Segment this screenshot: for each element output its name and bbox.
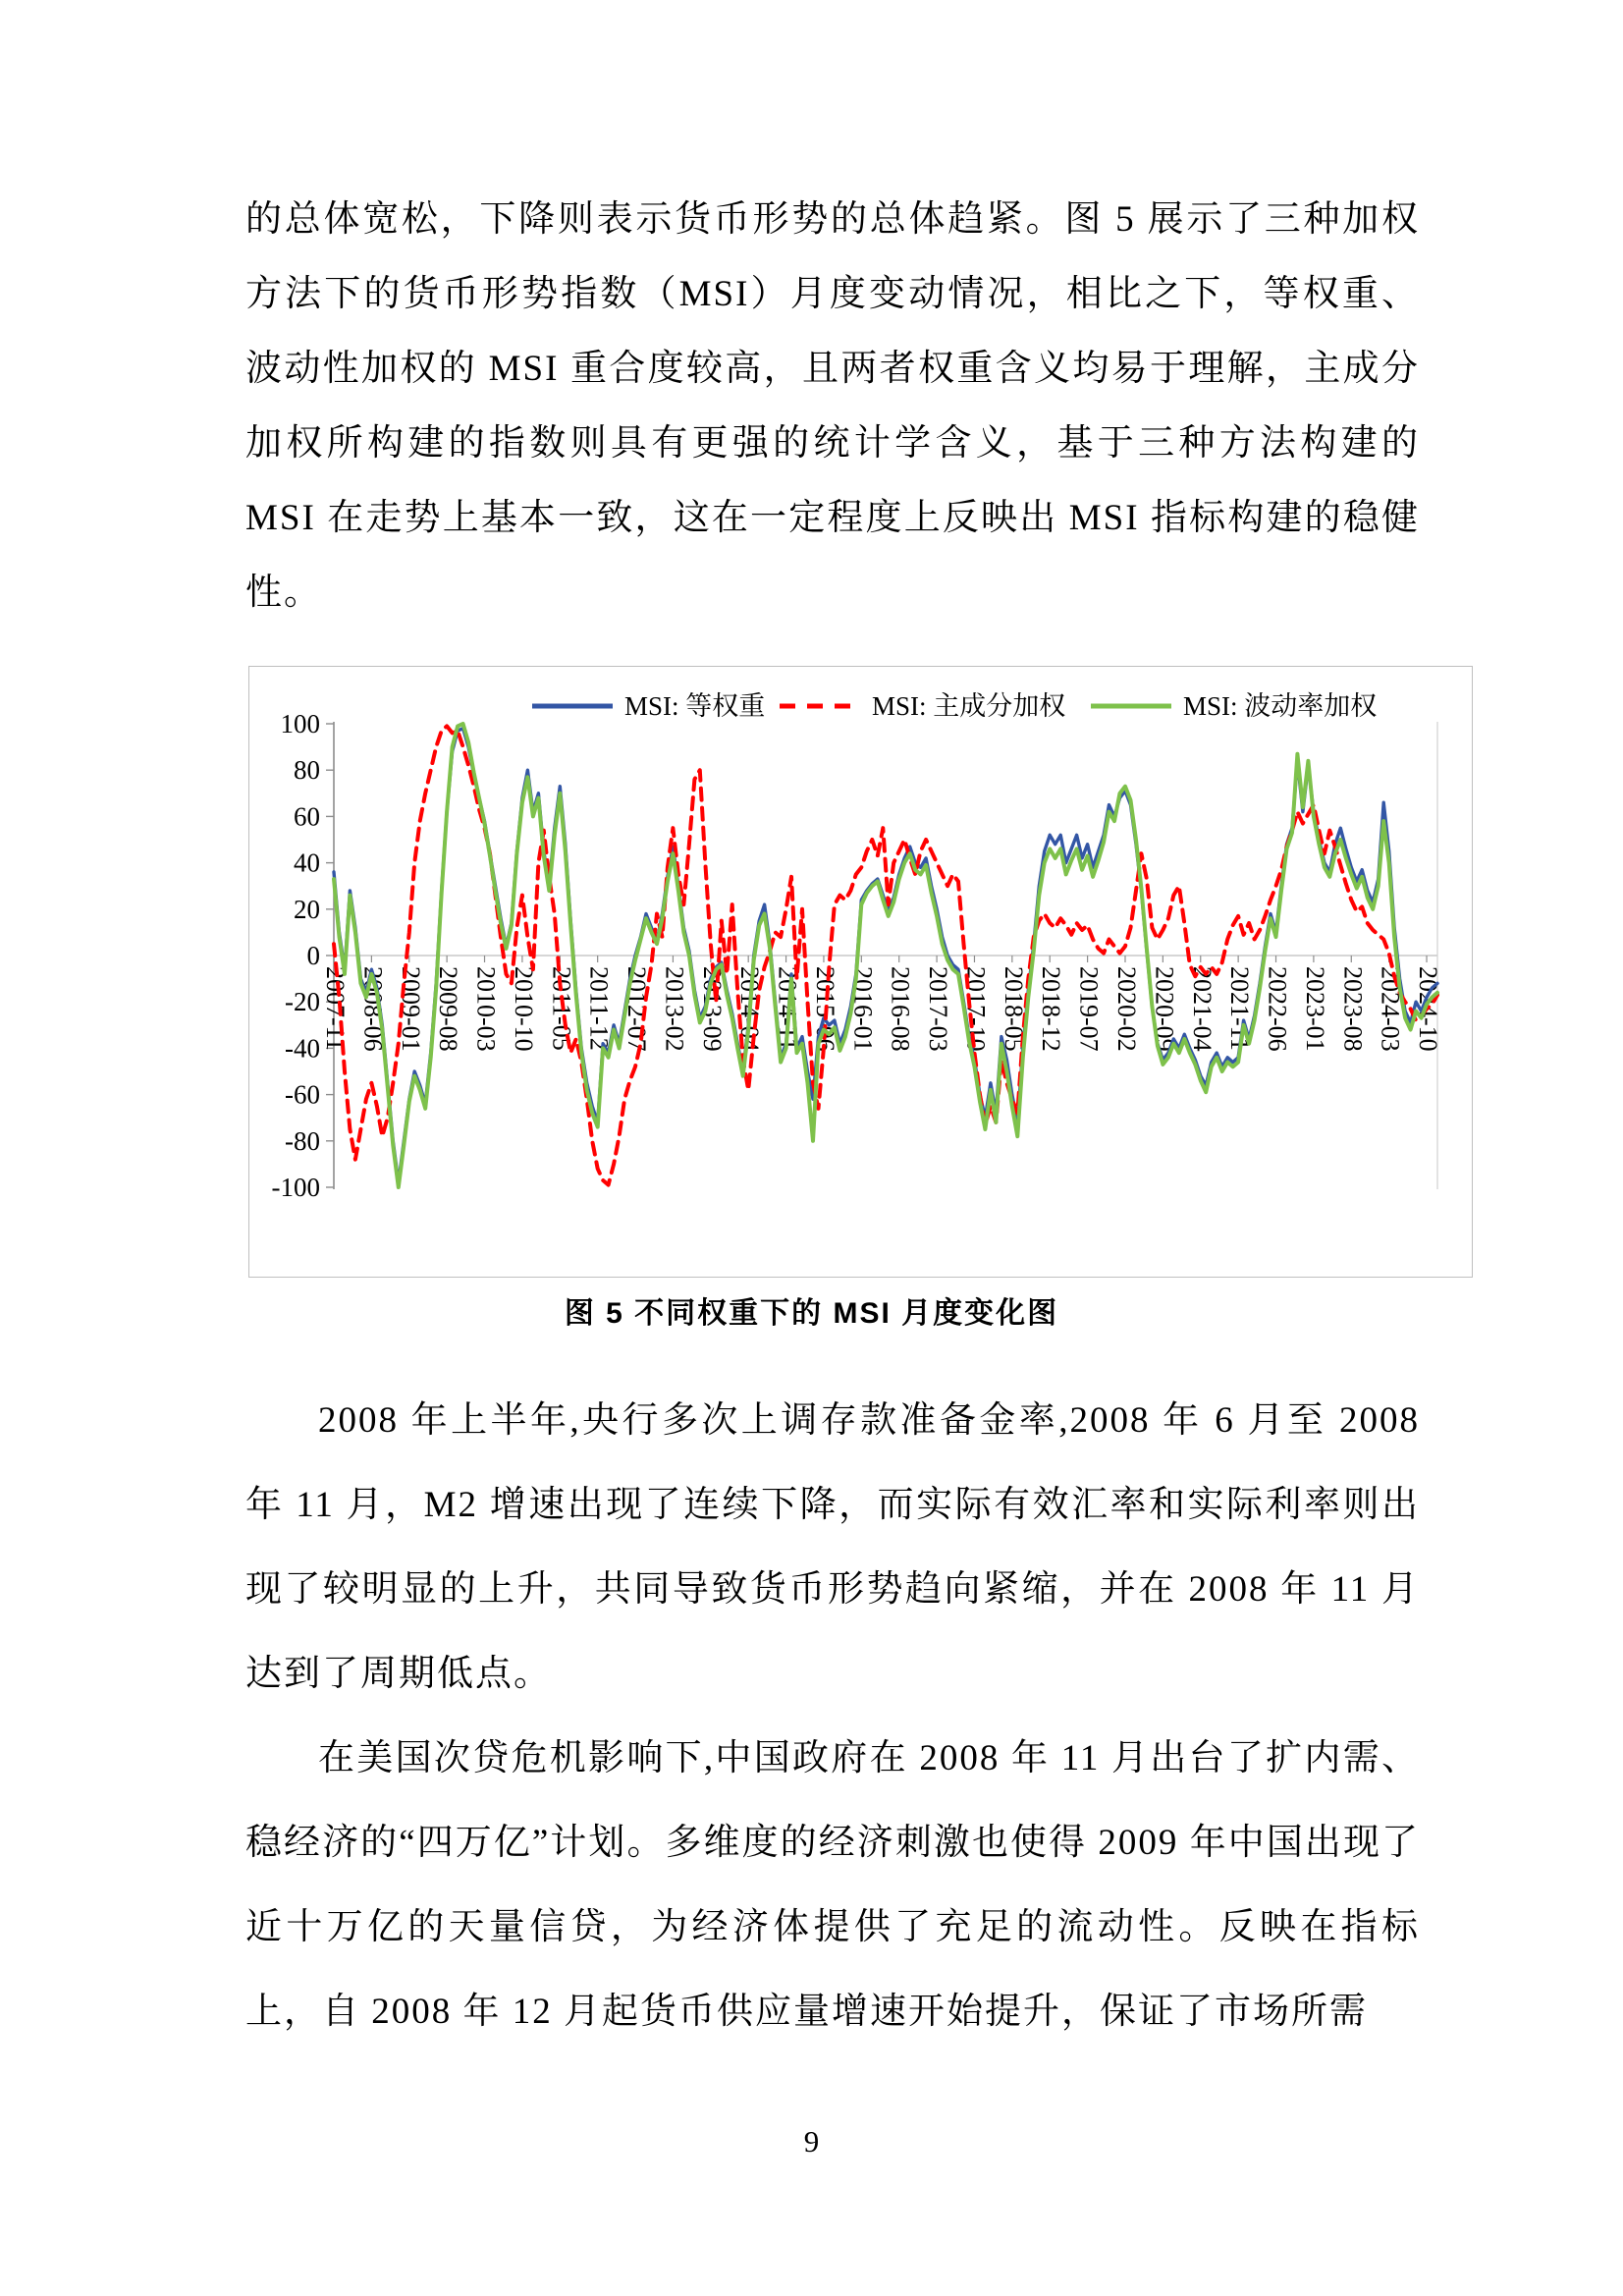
x-tick-label: 2016-08 <box>886 966 915 1052</box>
x-tick-label: 2014-11 <box>773 966 802 1051</box>
body-text-block <box>245 1379 1420 2054</box>
msi-chart-figure <box>248 666 1473 1278</box>
x-tick-label: 2008-06 <box>358 966 388 1052</box>
x-tick-label: 2009-08 <box>434 966 463 1052</box>
x-tick-label: 2013-09 <box>697 966 727 1052</box>
x-tick-label: 2007-11 <box>321 966 350 1051</box>
figure-caption: 图 5 不同权重下的 MSI 月度变化图 <box>564 1297 1059 1330</box>
y-tick-label: 20 <box>294 894 320 924</box>
x-tick-label: 2020-02 <box>1112 966 1141 1052</box>
x-tick-label: 2012-07 <box>622 966 651 1052</box>
x-tick-label: 2024-10 <box>1414 966 1442 1052</box>
x-tick-label: 2014-04 <box>735 966 765 1052</box>
y-tick-label: 40 <box>294 847 320 878</box>
x-tick-label: 2018-05 <box>999 966 1028 1052</box>
x-tick-label: 2019-07 <box>1074 966 1104 1052</box>
x-tick-label: 2018-12 <box>1037 966 1066 1052</box>
x-tick-label: 2020-09 <box>1150 966 1179 1052</box>
x-tick-label: 2017-10 <box>961 966 991 1052</box>
legend-label: MSI: 主成分加权 <box>872 691 1066 721</box>
x-tick-label: 2023-01 <box>1300 966 1329 1052</box>
legend-item-2 <box>1091 691 1377 721</box>
legend-label: MSI: 等权重 <box>624 691 766 721</box>
x-tick-label: 2023-08 <box>1338 966 1368 1052</box>
paragraph-msi-weighting: 的总体宽松，下降则表示货币形势的总体趋紧。图 5 展示了三种加权方法下的货币形势指数（MSI）月度变动情况，相比之下，等权重、波动性加权的 MSI 重合度较高，且两者权重含义均易于理解，主成分加权所构建的指数则具有更强的统计学含义，基于三种方法构建的 MSI 在走势上基本一致，这在一定程度上反映出 MSI 指标构建的稳健性。 <box>245 199 1420 613</box>
x-tick-label: 2016-01 <box>848 966 878 1052</box>
x-tick-label: 2011-05 <box>547 966 576 1051</box>
y-tick-label: -100 <box>271 1173 320 1202</box>
y-tick-label: 100 <box>280 709 320 738</box>
paragraph-2008-tightening: 2008 年上半年,央行多次上调存款准备金率,2008 年 6 月至 2008 年 11 月，M2 增速出现了连续下降，而实际有效汇率和实际利率则出现了较明显的上升，共同导致货币形势趋向紧缩，并在 2008 年 11 月达到了周期低点。 <box>245 1400 1420 1694</box>
page-number: 9 <box>803 2124 820 2159</box>
x-tick-label: 2009-01 <box>396 966 425 1052</box>
x-tick-label: 2024-03 <box>1376 966 1405 1052</box>
msi-line-chart <box>249 667 1472 1277</box>
x-tick-label: 2015-06 <box>810 966 839 1052</box>
x-tick-label: 2021-11 <box>1225 966 1255 1051</box>
x-tick-label: 2022-06 <box>1263 966 1292 1052</box>
legend-item-0 <box>532 691 765 721</box>
legend-label: MSI: 波动率加权 <box>1183 691 1378 721</box>
y-tick-label: -60 <box>285 1079 320 1110</box>
y-tick-label: 0 <box>306 941 320 970</box>
legend-item-1 <box>780 691 1065 721</box>
paragraph-stimulus-plan: 在美国次贷危机影响下,中国政府在 2008 年 11 月出台了扩内需、稳经济的“四万亿”计划。多维度的经济刺激也使得 2009 年中国出现了近十万亿的天量信贷，为经济体提供了充足的流动性。反映在指标上，自 2008 年 12 月起货币供应量增速开始提升，保证了市场所需 <box>245 1738 1420 2032</box>
x-tick-label: 2010-10 <box>509 966 538 1052</box>
y-tick-label: -20 <box>285 987 320 1017</box>
y-tick-label: -80 <box>285 1125 320 1156</box>
x-tick-label: 2021-04 <box>1187 966 1217 1052</box>
y-tick-label: 80 <box>294 755 320 786</box>
y-tick-label: -40 <box>285 1033 320 1064</box>
x-tick-label: 2010-03 <box>471 966 501 1052</box>
x-tick-label: 2013-02 <box>660 966 689 1052</box>
y-tick-label: 60 <box>294 801 320 832</box>
x-tick-label: 2011-12 <box>584 966 614 1051</box>
x-tick-label: 2017-03 <box>924 966 953 1052</box>
